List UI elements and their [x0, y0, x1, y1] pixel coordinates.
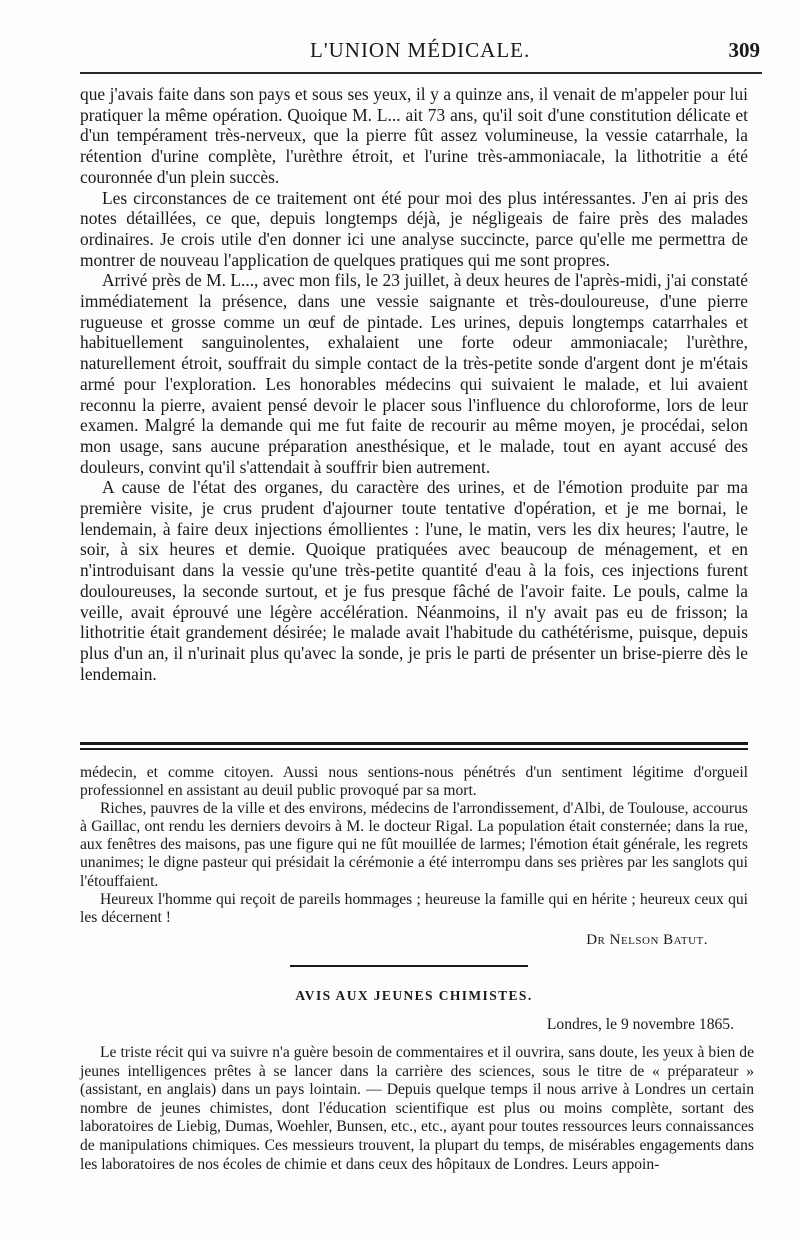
paragraph: médecin, et comme citoyen. Aussi nous sentions-nous pénétrés d'un sentiment légitime d'orgueil professionnel en assistant au deuil public provoqué par sa mort. [80, 764, 748, 800]
paragraph: Riches, pauvres de la ville et des environs, médecins de l'arrondissement, d'Albi, de Toulouse, accourus à Gaillac, ont rendu les derniers devoirs à M. le docteur Rigal. La population était consternée; dans la rue, aux fenêtres des maisons, pas une figure qui ne fût mouillée de larmes; l'émotion était générale, les regrets unanimes; le digne pasteur qui présidait la cérémonie a été interrompu dans ses prières par les sanglots qui l'étouffaient. [80, 800, 748, 890]
section-divider [80, 742, 748, 750]
page-number: 309 [728, 38, 760, 62]
paragraph: que j'avais faite dans son pays et sous ses yeux, il y a quinze ans, il venait de m'appeler pour lui pratiquer la même opération. Quoique M. L... ait 73 ans, qu'il soit d'une constitution délicate et d'un tempérament très-nerveux, que la pierre fût assez volumineuse, la vessie catarrhale, la rétention d'urine complète, l'urèthre étroit, et l'urine très-ammoniacale, la lithotritie a été couronnée d'un plein succès. [80, 84, 748, 187]
header-rule [80, 72, 762, 74]
running-title: L'UNION MÉDICALE. [310, 38, 531, 62]
author-signature: Dr Nelson Batut. [586, 932, 708, 948]
paragraph: Le triste récit qui va suivre n'a guère besoin de commentaires et il ouvrira, sans doute, les yeux à bien de jeunes intelligences prêtes à se lancer dans la carrière des sciences, sous le titre de « préparateur » (assistant, en anglais) dans un pays lointain. — Depuis quelque temps il nous arrive à Londres un certain nombre de jeunes chimistes, dont l'éducation scientifique est plus ou moins complète, sortant des laboratoires de Liebig, Dumas, Woehler, Bunsen, etc., etc., ayant pour toutes ressources leurs connaissances de manipulations chimiques. Ces messieurs trouvent, la plupart du temps, de misérables engagements dans les laboratoires de nos écoles de chimie et dans ceux des hôpitaux de Londres. Leurs appoin- [80, 1044, 754, 1173]
paragraph: Heureux l'homme qui reçoit de pareils hommages ; heureuse la famille qui en hérite ; heureux ceux qui les décernent ! [80, 890, 748, 926]
paragraph: Arrivé près de M. L..., avec mon fils, le 23 juillet, à deux heures de l'après-midi, j'ai constaté immédiatement la présence, dans une vessie saignante et très-douloureuse, d'une pierre rugueuse et grosse comme un œuf de pintade. Les urines, depuis longtemps catarrhales et habituellement sanguinolentes, exhalaient une forte odeur ammoniacale; l'urèthre, naturellement étroit, souffrait du simple contact de la très-petite sonde d'argent dont je m'étais armé pour l'exploration. Les honorables médecins qui suivaient le malade, et lui avaient reconnu la pierre, avaient pensé devoir le placer sous l'influence du chloroforme, lors de leur examen. Malgré la demande qui me fut faite de recourir au même moyen, je procédai, selon mon usage, sans aucune préparation anesthésique, et le malade, tout en ayant accusé des douleurs, convint qu'il s'attendait à souffrir bien autrement. [80, 270, 748, 477]
avis-article [80, 1044, 754, 1174]
obituary-article [80, 764, 748, 927]
lithotrity-article [80, 84, 748, 684]
dateline: Londres, le 9 novembre 1865. [546, 1016, 734, 1033]
paragraph: A cause de l'état des organes, du caractère des urines, et de l'émotion produite par ma première visite, je crus prudent d'ajourner toute tentative d'opération, et je me bornai, le lendemain, à faire deux injections émollientes : l'une, le matin, vers les dix heures; l'autre, le soir, à six heures et demie. Quoique pratiquées avec beaucoup de ménagement, et en n'introduisant dans la vessie qu'une très-petite quantité d'eau à la fois, ces injections furent douloureuses, la seconde surtout, et je fus presque fâché de l'avoir faite. Le pouls, calme la veille, avait éprouvé une légère accélération. Néanmoins, il n'y avait pas eu de frisson; la lithotritie était grandement désirée; le malade avait l'habitude du cathétérisme, puisque, depuis plus d'un an, il n'urinait plus qu'avec la sonde, je pris le parti de présenter un brise-pierre dès le lendemain. [80, 477, 748, 684]
running-head [80, 38, 760, 68]
section-heading: AVIS AUX JEUNES CHIMISTES. [295, 988, 533, 1003]
paragraph: Les circonstances de ce traitement ont été pour moi des plus intéressantes. J'en ai pris des notes détaillées, ce que, depuis longtemps déjà, je négligeais de faire près des malades ordinaires. Je crois utile d'en donner ici une analyse succincte, parce qu'elle me permettra de montrer de nouveau l'application de quelques pratiques qui me sont propres. [80, 187, 748, 270]
short-divider [290, 965, 528, 967]
